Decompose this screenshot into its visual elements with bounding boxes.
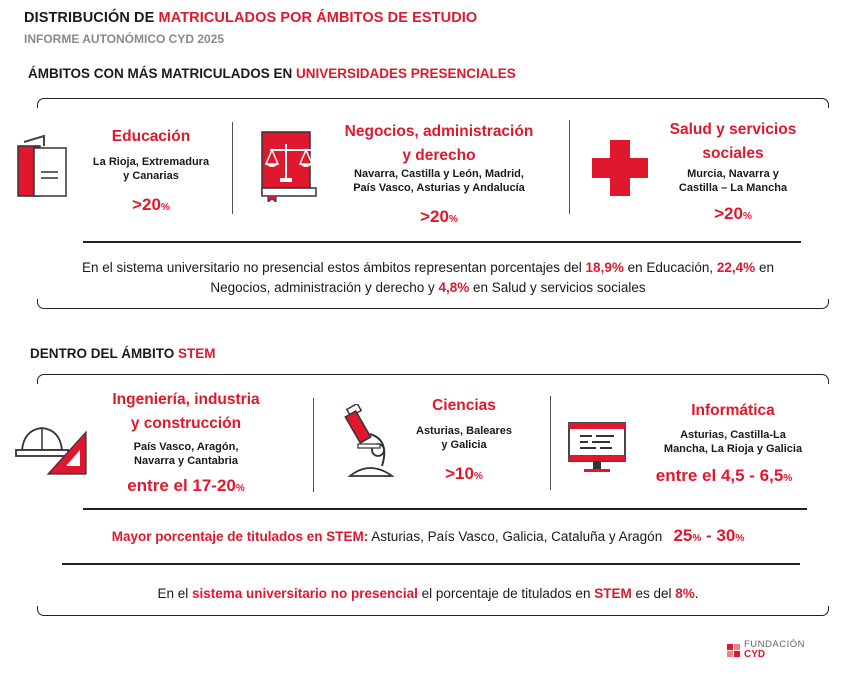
stem-graduates-row: Mayor porcentaje de titulados en STEM: Asturias, País Vasco, Galicia, Cataluña y Aragón 25% - 30% (111, 526, 745, 545)
section-heading-presencial: ÁMBITOS CON MÁS MATRICULADOS EN UNIVERSIDADES PRESENCIALES (28, 66, 516, 81)
law-book-icon (258, 128, 328, 202)
business-title: Negocios, administración y derecho (344, 123, 534, 164)
page-title: DISTRIBUCIÓN DE MATRICULADOS POR ÁMBITOS DE ESTUDIO (24, 10, 478, 26)
separator-line (62, 563, 800, 565)
engineering-title: Ingeniería, industria y construcción (112, 391, 260, 432)
book-icon (14, 134, 70, 200)
stem-non-presential-note: En el sistema universitario no presencial el porcentaje de titulados en STEM es del 8%. (157, 586, 699, 601)
non-presential-note: En el sistema universitario no presencial estos ámbitos representan porcentajes del 18,9% en Educación, 22,4% en Negocios, administración y derecho y 4,8% en Salud y servicios sociales (82, 260, 774, 295)
health-regions: Murcia, Navarra y Castilla – La Mancha (678, 168, 788, 194)
section-heading-stem: DENTRO DEL ÁMBITO STEM (30, 346, 216, 361)
health-title: Salud y servicios sociales (669, 121, 797, 162)
fundacion-cyd-logo (727, 640, 805, 660)
separator-line (83, 508, 807, 510)
divider (550, 396, 551, 490)
health-cross-icon (590, 138, 650, 198)
informatics-title: Informática (691, 402, 775, 419)
education-title: Educación (111, 128, 191, 145)
logo-line-1: FUNDACIÓN (744, 639, 805, 650)
separator-line (83, 241, 801, 243)
section2-bracket-top (37, 374, 829, 384)
education-regions: La Rioja, Extremadura y Canarias (92, 156, 210, 182)
microscope-icon (340, 404, 402, 484)
logo-line-2: CYD (744, 649, 766, 660)
informatics-percentage: entre el 4,5 - 6,5% (655, 466, 793, 485)
page-subtitle: INFORME AUTONÓMICO CYD 2025 (24, 32, 225, 46)
business-percentage: >20% (420, 207, 458, 226)
engineering-icon (12, 420, 92, 480)
divider (569, 120, 570, 214)
education-percentage: >20% (132, 195, 170, 214)
logo-mark-icon (727, 644, 740, 657)
engineering-percentage: entre el 17-20% (127, 476, 245, 495)
health-percentage: >20% (714, 204, 752, 223)
section1-bracket-bottom (37, 299, 829, 309)
informatics-regions: Asturias, Castilla-La Mancha, La Rioja y Galicia (663, 429, 803, 455)
divider (313, 398, 314, 492)
science-regions: Asturias, Baleares y Galicia (416, 425, 512, 451)
divider (232, 122, 233, 214)
section2-bracket-bottom (37, 606, 829, 616)
science-title: Ciencias (432, 397, 496, 414)
business-regions: Navarra, Castilla y León, Madrid, País Vasco, Asturias y Andalucía (353, 168, 525, 194)
science-percentage: >10% (445, 464, 483, 483)
section1-bracket-top (37, 98, 829, 108)
computer-icon (566, 420, 628, 474)
engineering-regions: País Vasco, Aragón, Navarra y Cantabria (133, 441, 239, 467)
